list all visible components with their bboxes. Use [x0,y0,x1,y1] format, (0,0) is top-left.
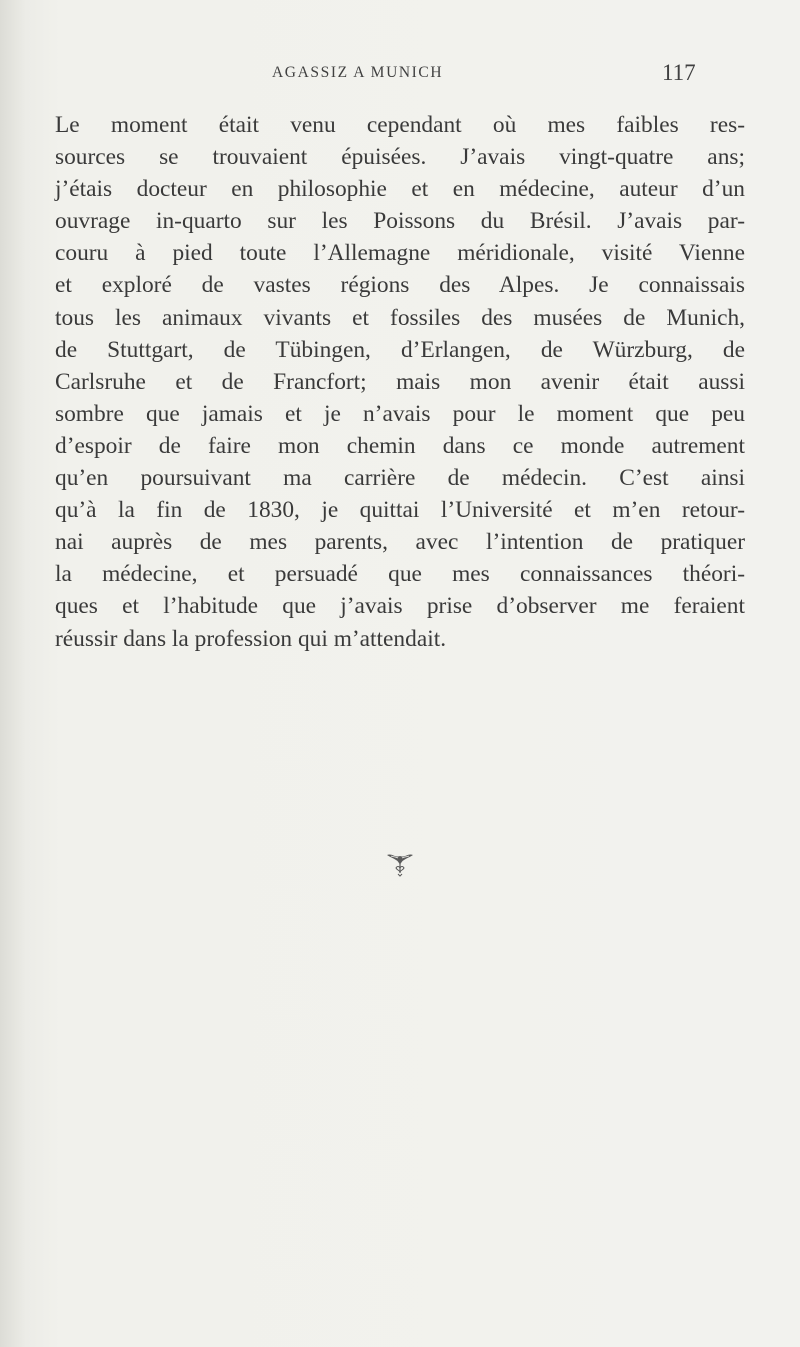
text-line: ouvrage in-quarto sur les Poissons du Brésil. J’avais par- [55,208,745,235]
text-line: nai auprès de mes parents, avec l’intention de pratiquer [55,529,745,556]
body-paragraph [55,109,745,655]
text-line: sombre que jamais et je n’avais pour le moment que peu [55,400,745,427]
text-line: Carlsruhe et de Francfort; mais mon avenir était aussi [55,368,745,395]
text-line: j’étais docteur en philosophie et en médecine, auteur d’un [55,176,745,203]
text-line: la médecine, et persuadé que mes connaissances théori- [55,561,745,588]
text-line: qu’à la fin de 1830, je quittai l’Université et m’en retour- [55,497,745,524]
text-line: ques et l’habitude que j’avais prise d’observer me feraient [55,593,745,620]
page-number: 117 [662,60,696,85]
text-line: d’espoir de faire mon chemin dans ce monde autrement [55,432,745,459]
running-head [0,62,800,90]
running-title: AGASSIZ A MUNICH [272,64,444,81]
text-line: tous les animaux vivants et fossiles des musées de Munich, [55,304,745,331]
text-line: et exploré de vastes régions des Alpes. Je connaissais [55,272,745,299]
text-line: réussir dans la profession qui m’attendait. [55,625,447,652]
text-line: sources se trouvaient épuisées. J’avais vingt-quatre ans; [55,144,745,171]
text-line: couru à pied toute l’Allemagne méridionale, visité Vienne [55,240,745,267]
text-line: de Stuttgart, de Tübingen, d’Erlangen, de Würzburg, de [55,336,745,363]
fleuron-icon [385,852,415,878]
text-line: qu’en poursuivant ma carrière de médecin. C’est ainsi [55,465,745,492]
text-line: Le moment était venu cependant où mes faibles res- [55,112,745,138]
